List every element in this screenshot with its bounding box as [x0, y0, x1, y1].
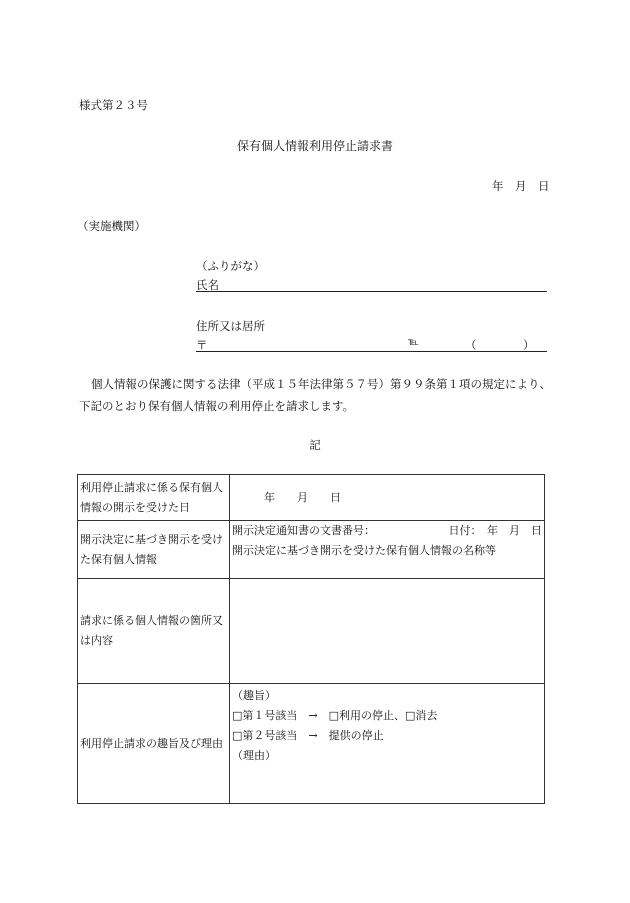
- table-row: [78, 579, 545, 684]
- doc-number-row: [232, 521, 542, 541]
- address-field-line: [196, 351, 547, 352]
- disclosure-date-field[interactable]: 年 月 日: [230, 475, 545, 521]
- name-label: 氏名: [196, 278, 219, 292]
- body-paragraph: [79, 373, 559, 417]
- tel-mark: ℡: [408, 337, 419, 348]
- furigana-label: （ふりがな）: [196, 259, 265, 273]
- disclosed-info-label: 開示決定に基づき開示を受けた保有個人情報: [78, 521, 230, 579]
- disclosed-info-name-label: 開示決定に基づき開示を受けた保有個人情報の名称等: [232, 544, 496, 557]
- table-row: [78, 475, 545, 521]
- date-line: 年 月 日: [492, 179, 550, 193]
- purpose-option-1[interactable]: □第１号該当 → □利用の停止、□消去: [232, 709, 438, 722]
- requested-part-field[interactable]: [230, 579, 545, 684]
- purpose-option-2[interactable]: □第２号該当 → 提供の停止: [232, 729, 384, 742]
- body-line-1: 個人情報の保護に関する法律（平成１５年法律第５７号）第９９条第１項の規定により、: [91, 377, 551, 391]
- body-line-2: 下記のとおり保有個人情報の利用停止を請求します。: [79, 399, 355, 413]
- table-row: [78, 521, 545, 579]
- table-row: [78, 684, 545, 804]
- disclosure-date-label: 利用停止請求に係る保有個人情報の開示を受けた日: [78, 475, 230, 521]
- notice-date-label: 日付： 年 月 日: [448, 524, 542, 537]
- form-number: 様式第２３号: [79, 98, 148, 112]
- requested-part-label: 請求に係る個人情報の箇所又は内容: [78, 579, 230, 684]
- postal-mark: 〒: [196, 338, 208, 352]
- name-field-line: [196, 291, 547, 292]
- reason-heading: （理由）: [232, 749, 276, 762]
- purpose-reason-field[interactable]: [230, 684, 545, 804]
- purpose-reason-label: 利用停止請求の趣旨及び理由: [78, 684, 230, 804]
- ki-heading: 記: [309, 438, 321, 452]
- purpose-heading: （趣旨）: [232, 689, 276, 702]
- disclosed-info-field[interactable]: [230, 521, 545, 579]
- document-title: 保有個人情報利用停止請求書: [236, 139, 393, 153]
- address-label: 住所又は居所: [196, 319, 265, 333]
- addressee: （実施機関）: [77, 219, 146, 233]
- tel-area-code-paren: （ ）: [465, 338, 538, 352]
- request-table: [77, 474, 545, 804]
- doc-number-label: 開示決定通知書の文書番号：: [232, 524, 375, 537]
